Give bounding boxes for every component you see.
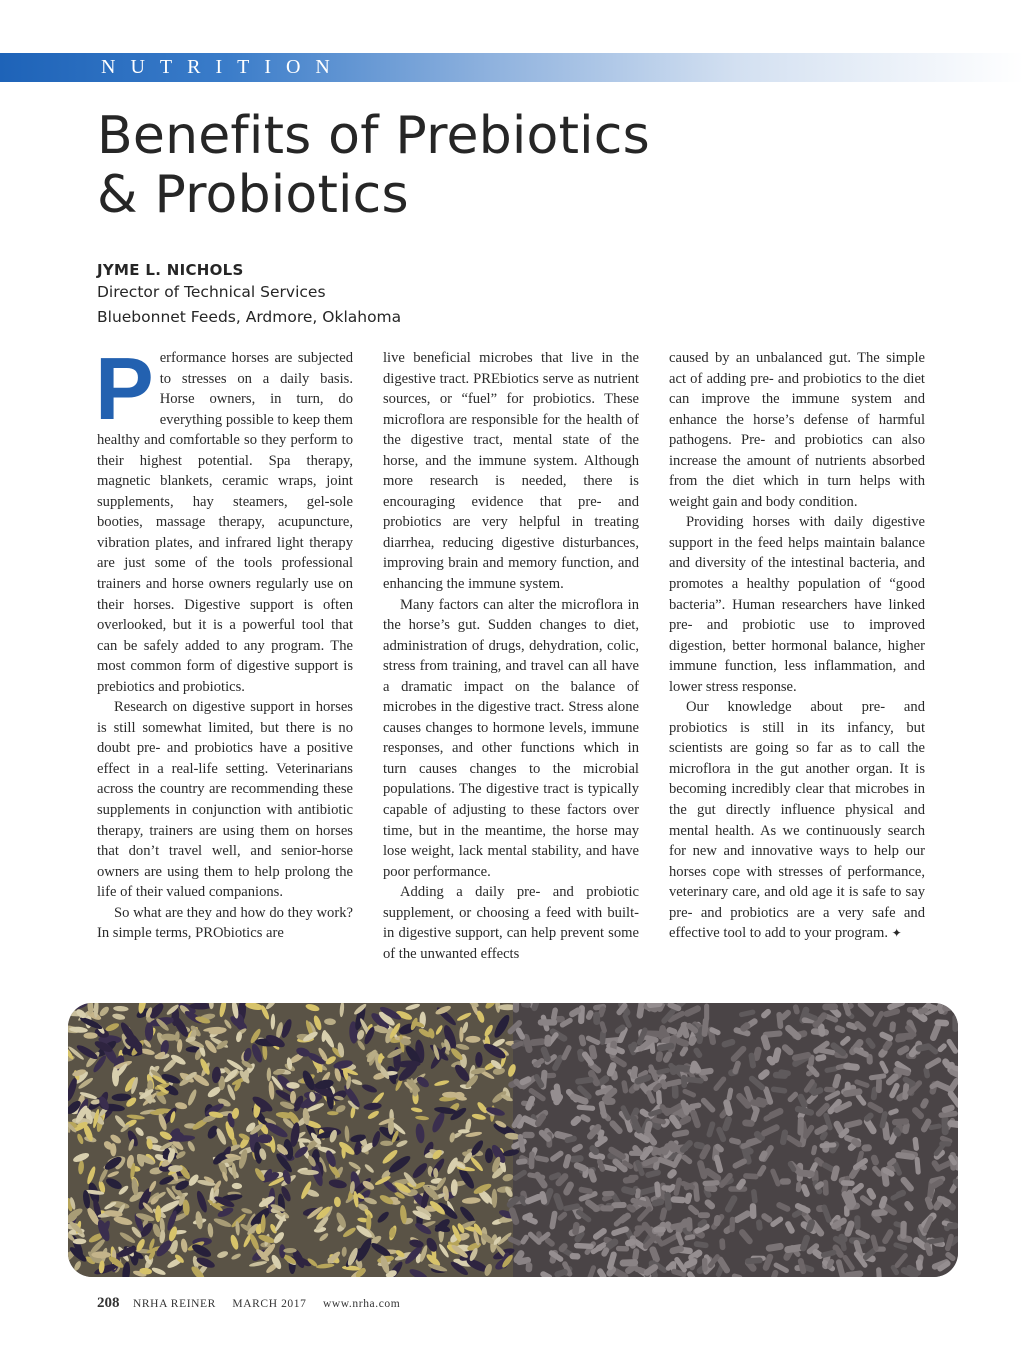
author-company: Bluebonnet Feeds, Ardmore, Oklahoma	[97, 307, 402, 326]
paragraph: Research on digestive support in horses is still somewhat limited, but there is no doubt pre- and probiotics have a positive effect in a real-life setting. Veterinarians across the country are recommending these supplements in conjunction with antibiotic therapy, trainers are using them on horses that don’t travel well, and senior-horse owners are using them to help prolong the life of their valued companions.	[97, 699, 353, 901]
title-line-1: Benefits of Prebiotics	[97, 106, 650, 166]
paragraph-text: Our knowledge about pre- and probiotics is still in its infancy, but scientists are going so far as to call the microflora in the gut another organ. It is becoming incredibly clear that microbes in the gut directly influence physical and mental health. As we continuously search for new and innovative ways to help our horses cope with stresses of performance, veterinary care, and old age it is safe to say pre- and probiotics are a very safe and effective tool to add to your program.	[669, 699, 925, 942]
website: www.nrha.com	[322, 1298, 401, 1310]
page-footer	[97, 1295, 400, 1312]
paragraph	[669, 697, 925, 944]
paragraph: Providing horses with daily digestive support in the feed helps maintain balance and diversity of the intestinal bacteria, and promotes a healthy population of “good bacteria”. Human researchers have linked pre- and probiotic use to improved digestion, better hormonal balance, higher immune function, less inflammation, and lower stress response.	[669, 514, 925, 695]
article-column-2	[383, 348, 639, 964]
paragraph: Adding a daily pre- and probiotic supplement, or choosing a feed with built-in digestive support, can help prevent some of the unwanted effects	[383, 884, 639, 962]
article-column-1	[95, 339, 353, 944]
paragraph: caused by an unbalanced gut. The simple act of adding pre- and probiotics to the diet can improve the immune system and enhance the horse’s defense of harmful pathogens. Pre- and probiotics can also increase the amount of nutrients absorbed from the diet which in turn helps with weight gain and body condition.	[669, 350, 925, 510]
end-mark-icon: ✦	[891, 926, 902, 941]
paragraph: So what are they and how do they work? In simple terms, PRObiotics are	[97, 904, 353, 942]
feed-photo	[68, 1003, 958, 1277]
title-line-2: & Probiotics	[97, 165, 409, 225]
article-title	[97, 107, 797, 225]
page-number: 208	[97, 1295, 120, 1311]
paragraph: erformance horses are subjected to stresses on a daily basis. Horse owners, in turn, do everything possible to keep them healthy and comfortable so they perform to their highest potential. Spa therapy, magnetic blankets, ceramic wraps, joint supplements, hay steamers, gel-sole booties, massage therapy, acupuncture, vibration plates, and infrared light therapy are just some of the tools professional trainers and horse owners regularly use on their horses. Digestive support is often overlooked, but it is a powerful tool that can be safely added to any program. The most common form of digestive support is prebiotics and probiotics.	[97, 350, 353, 695]
paragraph: live beneficial microbes that live in the digestive tract. PREbiotics serve as nutrient sources, or “fuel” for probiotics. These microflora are responsible for the health of the digestive tract, mental state of the horse, and the immune system. Although more research is needed, there is encouraging evidence that pre- and probiotics are very helpful in treating diarrhea, reducing digestive disturbances, improving brain and memory function, and enhancing the immune system.	[383, 350, 639, 593]
byline	[97, 260, 401, 329]
author-name: JYME L. NICHOLS	[97, 261, 244, 279]
author-role: Director of Technical Services	[97, 283, 326, 301]
drop-cap: P	[95, 339, 154, 438]
section-label: NUTRITION	[101, 56, 345, 78]
issue-date: MARCH 2017	[232, 1298, 307, 1310]
article-column-3	[669, 348, 925, 944]
paragraph: Many factors can alter the microflora in the horse’s gut. Sudden changes to diet, administration of drugs, dehydration, colic, stress from training, and travel can all have a dramatic impact on the balance of microbes in the digestive tract. Stress alone causes changes to hormone levels, immune responses, and other functions which in turn causes changes to the microbial populations. The digestive tract is typically capable of adjusting to these factors over time, but in the meantime, the horse may lose weight, lack mental stability, and have poor performance.	[383, 596, 639, 880]
publication-name: NRHA REINER	[132, 1298, 216, 1310]
feed-texture	[68, 1003, 958, 1277]
